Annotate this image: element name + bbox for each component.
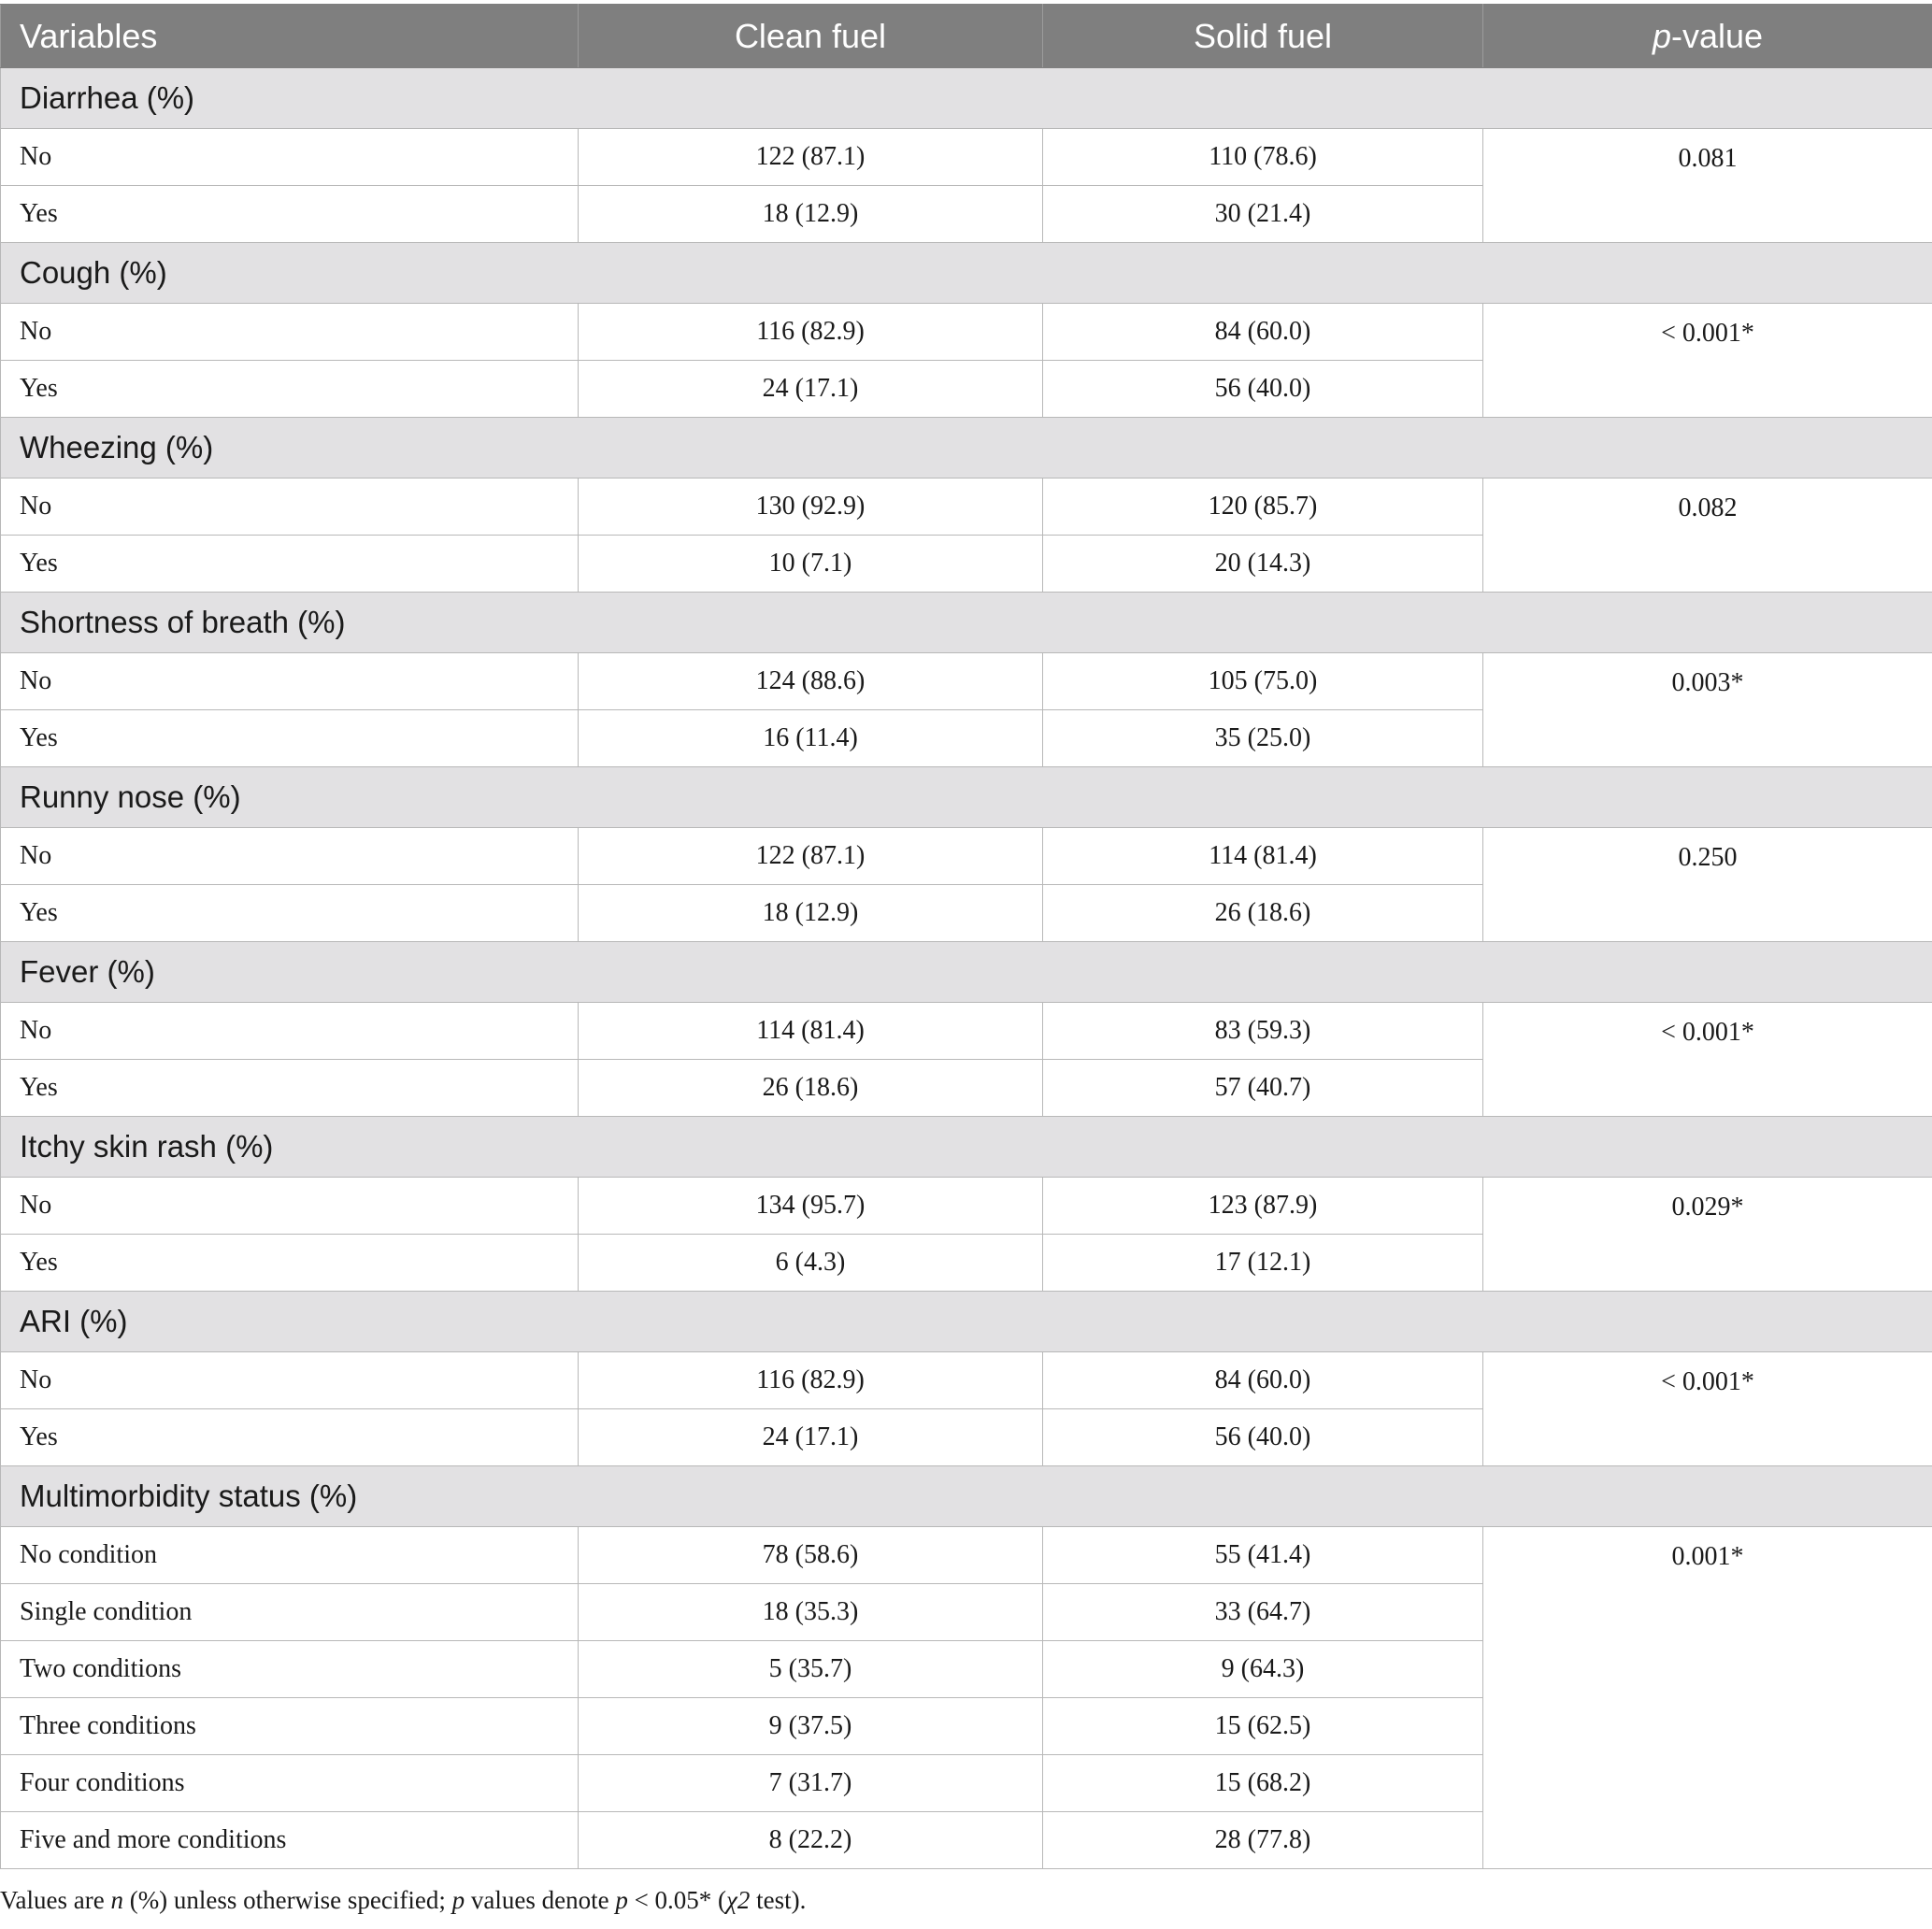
group-title: Runny nose (%) xyxy=(1,767,1932,828)
footnote-text-3: values denote xyxy=(465,1886,616,1914)
table-row xyxy=(1,653,1932,710)
group-title: Wheezing (%) xyxy=(1,418,1932,479)
row-label: No xyxy=(1,653,579,710)
p-value-cell: < 0.001* xyxy=(1483,1352,1932,1466)
p-value-cell: 0.029* xyxy=(1483,1178,1932,1292)
solid-fuel-cell: 120 (85.7) xyxy=(1043,479,1483,536)
group-header-row xyxy=(1,767,1932,828)
group-title: Multimorbidity status (%) xyxy=(1,1466,1932,1527)
clean-fuel-cell: 9 (37.5) xyxy=(579,1698,1043,1755)
table-row xyxy=(1,479,1932,536)
p-value-cell: 0.001* xyxy=(1483,1527,1932,1869)
group-title: Fever (%) xyxy=(1,942,1932,1003)
row-label: Four conditions xyxy=(1,1755,579,1812)
clean-fuel-cell: 18 (12.9) xyxy=(579,186,1043,243)
clean-fuel-cell: 114 (81.4) xyxy=(579,1003,1043,1060)
row-label: No condition xyxy=(1,1527,579,1584)
footnote-text-1: Values are xyxy=(0,1886,111,1914)
group-header-row xyxy=(1,418,1932,479)
row-label: Three conditions xyxy=(1,1698,579,1755)
table-row xyxy=(1,1003,1932,1060)
clean-fuel-cell: 18 (12.9) xyxy=(579,885,1043,942)
clean-fuel-cell: 122 (87.1) xyxy=(579,129,1043,186)
table-row xyxy=(1,304,1932,361)
clean-fuel-cell: 5 (35.7) xyxy=(579,1641,1043,1698)
p-value-cell: 0.003* xyxy=(1483,653,1932,767)
group-header-row xyxy=(1,1117,1932,1178)
solid-fuel-cell: 15 (68.2) xyxy=(1043,1755,1483,1812)
clean-fuel-cell: 24 (17.1) xyxy=(579,1409,1043,1466)
group-header-row xyxy=(1,942,1932,1003)
p-value-cell: 0.250 xyxy=(1483,828,1932,942)
solid-fuel-cell: 110 (78.6) xyxy=(1043,129,1483,186)
group-title: ARI (%) xyxy=(1,1292,1932,1352)
solid-fuel-cell: 84 (60.0) xyxy=(1043,304,1483,361)
table-header-row xyxy=(1,5,1932,68)
row-label: No xyxy=(1,1003,579,1060)
row-label: Two conditions xyxy=(1,1641,579,1698)
solid-fuel-cell: 28 (77.8) xyxy=(1043,1812,1483,1869)
table-row xyxy=(1,1527,1932,1584)
row-label: No xyxy=(1,828,579,885)
solid-fuel-cell: 114 (81.4) xyxy=(1043,828,1483,885)
row-label: Yes xyxy=(1,536,579,593)
row-label: No xyxy=(1,479,579,536)
row-label: Yes xyxy=(1,710,579,767)
row-label: Single condition xyxy=(1,1584,579,1641)
footnote-text-2: (%) unless otherwise specified; xyxy=(122,1886,452,1914)
table-row xyxy=(1,1352,1932,1409)
group-title: Cough (%) xyxy=(1,243,1932,304)
clean-fuel-cell: 122 (87.1) xyxy=(579,828,1043,885)
header-p-rest: -value xyxy=(1670,16,1764,55)
group-header-row xyxy=(1,1292,1932,1352)
clean-fuel-cell: 78 (58.6) xyxy=(579,1527,1043,1584)
clean-fuel-cell: 16 (11.4) xyxy=(579,710,1043,767)
row-label: Five and more conditions xyxy=(1,1812,579,1869)
group-title: Shortness of breath (%) xyxy=(1,593,1932,653)
table-row xyxy=(1,828,1932,885)
solid-fuel-cell: 55 (41.4) xyxy=(1043,1527,1483,1584)
row-label: Yes xyxy=(1,186,579,243)
header-p-italic: p xyxy=(1652,16,1671,55)
solid-fuel-cell: 15 (62.5) xyxy=(1043,1698,1483,1755)
footnote-p1: p xyxy=(451,1886,465,1914)
solid-fuel-cell: 83 (59.3) xyxy=(1043,1003,1483,1060)
solid-fuel-cell: 35 (25.0) xyxy=(1043,710,1483,767)
group-header-row xyxy=(1,593,1932,653)
row-label: No xyxy=(1,1352,579,1409)
row-label: Yes xyxy=(1,885,579,942)
row-label: Yes xyxy=(1,1060,579,1117)
group-header-row xyxy=(1,243,1932,304)
row-label: No xyxy=(1,1178,579,1235)
table-row xyxy=(1,1178,1932,1235)
clean-fuel-cell: 130 (92.9) xyxy=(579,479,1043,536)
results-table xyxy=(0,4,1932,1869)
table-body xyxy=(1,68,1932,1869)
footnote-n: n xyxy=(110,1886,123,1914)
footnote-p2: p xyxy=(615,1886,628,1914)
solid-fuel-cell: 123 (87.9) xyxy=(1043,1178,1483,1235)
p-value-cell: < 0.001* xyxy=(1483,1003,1932,1117)
group-header-row xyxy=(1,1466,1932,1527)
footnote-text-4: < 0.05* ( xyxy=(627,1886,727,1914)
clean-fuel-cell: 18 (35.3) xyxy=(579,1584,1043,1641)
header-variables: Variables xyxy=(1,5,579,68)
solid-fuel-cell: 84 (60.0) xyxy=(1043,1352,1483,1409)
solid-fuel-cell: 57 (40.7) xyxy=(1043,1060,1483,1117)
p-value-cell: 0.081 xyxy=(1483,129,1932,243)
p-value-cell: < 0.001* xyxy=(1483,304,1932,418)
header-clean-fuel: Clean fuel xyxy=(579,5,1043,68)
solid-fuel-cell: 17 (12.1) xyxy=(1043,1235,1483,1292)
row-label: No xyxy=(1,304,579,361)
row-label: Yes xyxy=(1,1409,579,1466)
clean-fuel-cell: 10 (7.1) xyxy=(579,536,1043,593)
group-title: Itchy skin rash (%) xyxy=(1,1117,1932,1178)
table-footnote xyxy=(0,1886,806,1915)
solid-fuel-cell: 20 (14.3) xyxy=(1043,536,1483,593)
solid-fuel-cell: 9 (64.3) xyxy=(1043,1641,1483,1698)
solid-fuel-cell: 26 (18.6) xyxy=(1043,885,1483,942)
group-title: Diarrhea (%) xyxy=(1,68,1932,129)
table-row xyxy=(1,129,1932,186)
row-label: Yes xyxy=(1,1235,579,1292)
solid-fuel-cell: 33 (64.7) xyxy=(1043,1584,1483,1641)
header-p-value xyxy=(1483,5,1932,68)
solid-fuel-cell: 56 (40.0) xyxy=(1043,361,1483,418)
footnote-text-5: test). xyxy=(750,1886,807,1914)
clean-fuel-cell: 116 (82.9) xyxy=(579,304,1043,361)
solid-fuel-cell: 56 (40.0) xyxy=(1043,1409,1483,1466)
clean-fuel-cell: 134 (95.7) xyxy=(579,1178,1043,1235)
group-header-row xyxy=(1,68,1932,129)
clean-fuel-cell: 26 (18.6) xyxy=(579,1060,1043,1117)
row-label: Yes xyxy=(1,361,579,418)
clean-fuel-cell: 116 (82.9) xyxy=(579,1352,1043,1409)
solid-fuel-cell: 105 (75.0) xyxy=(1043,653,1483,710)
clean-fuel-cell: 24 (17.1) xyxy=(579,361,1043,418)
clean-fuel-cell: 124 (88.6) xyxy=(579,653,1043,710)
clean-fuel-cell: 8 (22.2) xyxy=(579,1812,1043,1869)
footnote-chi: χ2 xyxy=(726,1886,751,1914)
row-label: No xyxy=(1,129,579,186)
clean-fuel-cell: 6 (4.3) xyxy=(579,1235,1043,1292)
p-value-cell: 0.082 xyxy=(1483,479,1932,593)
header-solid-fuel: Solid fuel xyxy=(1043,5,1483,68)
solid-fuel-cell: 30 (21.4) xyxy=(1043,186,1483,243)
clean-fuel-cell: 7 (31.7) xyxy=(579,1755,1043,1812)
